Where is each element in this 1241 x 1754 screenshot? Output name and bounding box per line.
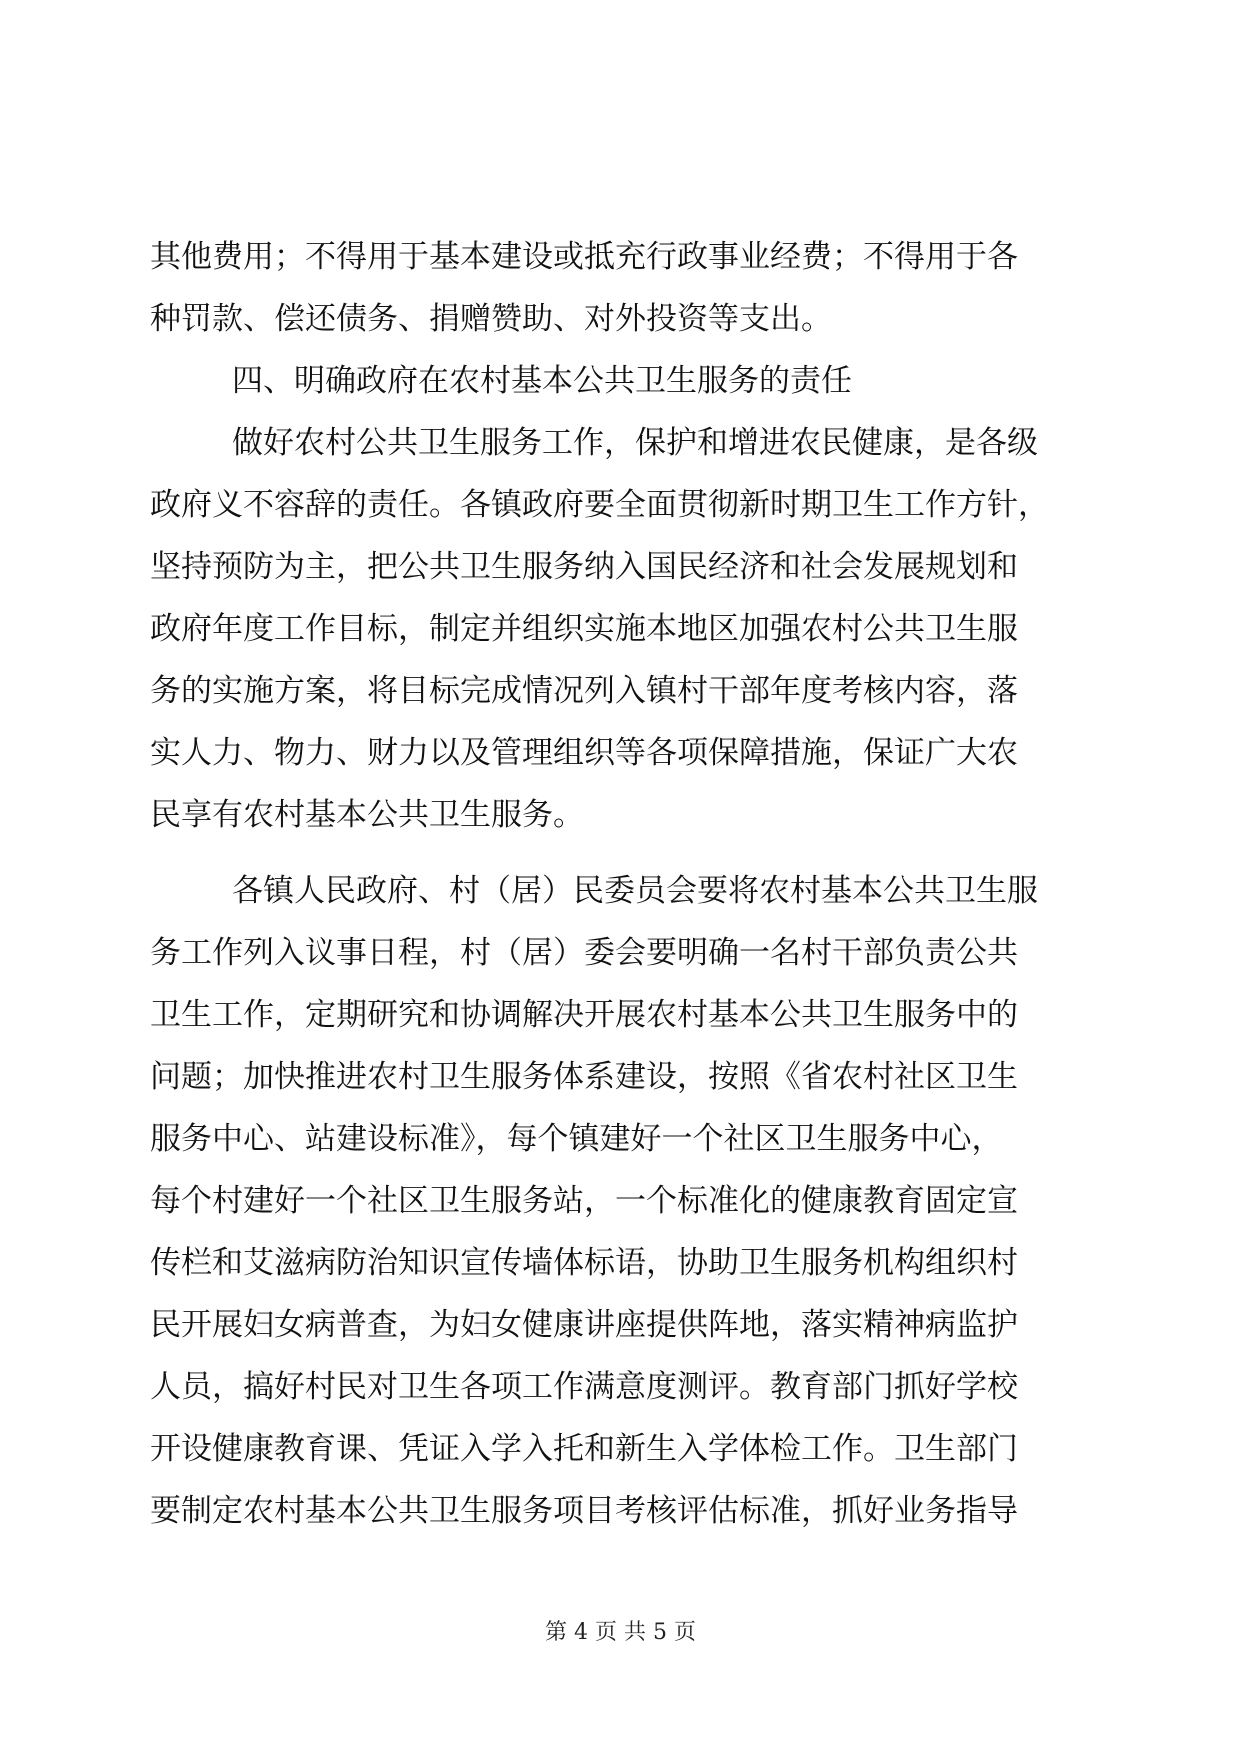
text-line: 政府义不容辞的责任。各镇政府要全面贯彻新时期卫生工作方针， — [150, 487, 1049, 523]
paragraph-spacer — [150, 846, 1090, 860]
page-footer — [0, 1618, 1241, 1648]
heading-text: 四、明确政府在农村基本公共卫生服务的责任 — [232, 363, 852, 399]
paragraph — [150, 412, 1090, 846]
document-body — [150, 226, 1090, 1542]
text-line: 问题；加快推进农村卫生服务体系建设，按照《省农村社区卫生 — [150, 1059, 1018, 1095]
section-heading — [150, 350, 1090, 412]
text-line: 实人力、物力、财力以及管理组织等各项保障措施，保证广大农 — [150, 735, 1018, 771]
text-line: 每个村建好一个社区卫生服务站，一个标准化的健康教育固定宣 — [150, 1183, 1018, 1219]
text-line: 做好农村公共卫生服务工作，保护和增进农民健康，是各级 — [232, 425, 1038, 461]
text-line: 传栏和艾滋病防治知识宣传墙体标语，协助卫生服务机构组织村 — [150, 1245, 1018, 1281]
text-line: 开设健康教育课、凭证入学入托和新生入学体检工作。卫生部门 — [150, 1431, 1018, 1467]
text-line: 政府年度工作目标，制定并组织实施本地区加强农村公共卫生服 — [150, 611, 1018, 647]
text-line: 务工作列入议事日程，村（居）委会要明确一名村干部负责公共 — [150, 935, 1018, 971]
text-line: 坚持预防为主，把公共卫生服务纳入国民经济和社会发展规划和 — [150, 549, 1018, 585]
text-line: 务的实施方案，将目标完成情况列入镇村干部年度考核内容，落 — [150, 673, 1018, 709]
text-line: 要制定农村基本公共卫生服务项目考核评估标准，抓好业务指导 — [150, 1493, 1018, 1529]
text-line: 民享有农村基本公共卫生服务。 — [150, 797, 584, 833]
text-line: 各镇人民政府、村（居）民委员会要将农村基本公共卫生服 — [232, 873, 1038, 909]
text-line: 种罚款、偿还债务、捐赠赞助、对外投资等支出。 — [150, 301, 832, 337]
text-line: 卫生工作，定期研究和协调解决开展农村基本公共卫生服务中的 — [150, 997, 1018, 1033]
text-line: 其他费用；不得用于基本建设或抵充行政事业经费；不得用于各 — [150, 239, 1018, 275]
text-line: 服务中心、站建设标准》，每个镇建好一个社区卫生服务中心， — [150, 1121, 1003, 1157]
text-line: 民开展妇女病普查，为妇女健康讲座提供阵地，落实精神病监护 — [150, 1307, 1018, 1343]
text-line: 人员，搞好村民对卫生各项工作满意度测评。教育部门抓好学校 — [150, 1369, 1018, 1405]
page-number-label: 第 4 页 共 5 页 — [545, 1620, 696, 1645]
paragraph — [150, 860, 1090, 1542]
paragraph-continuation — [150, 226, 1090, 350]
